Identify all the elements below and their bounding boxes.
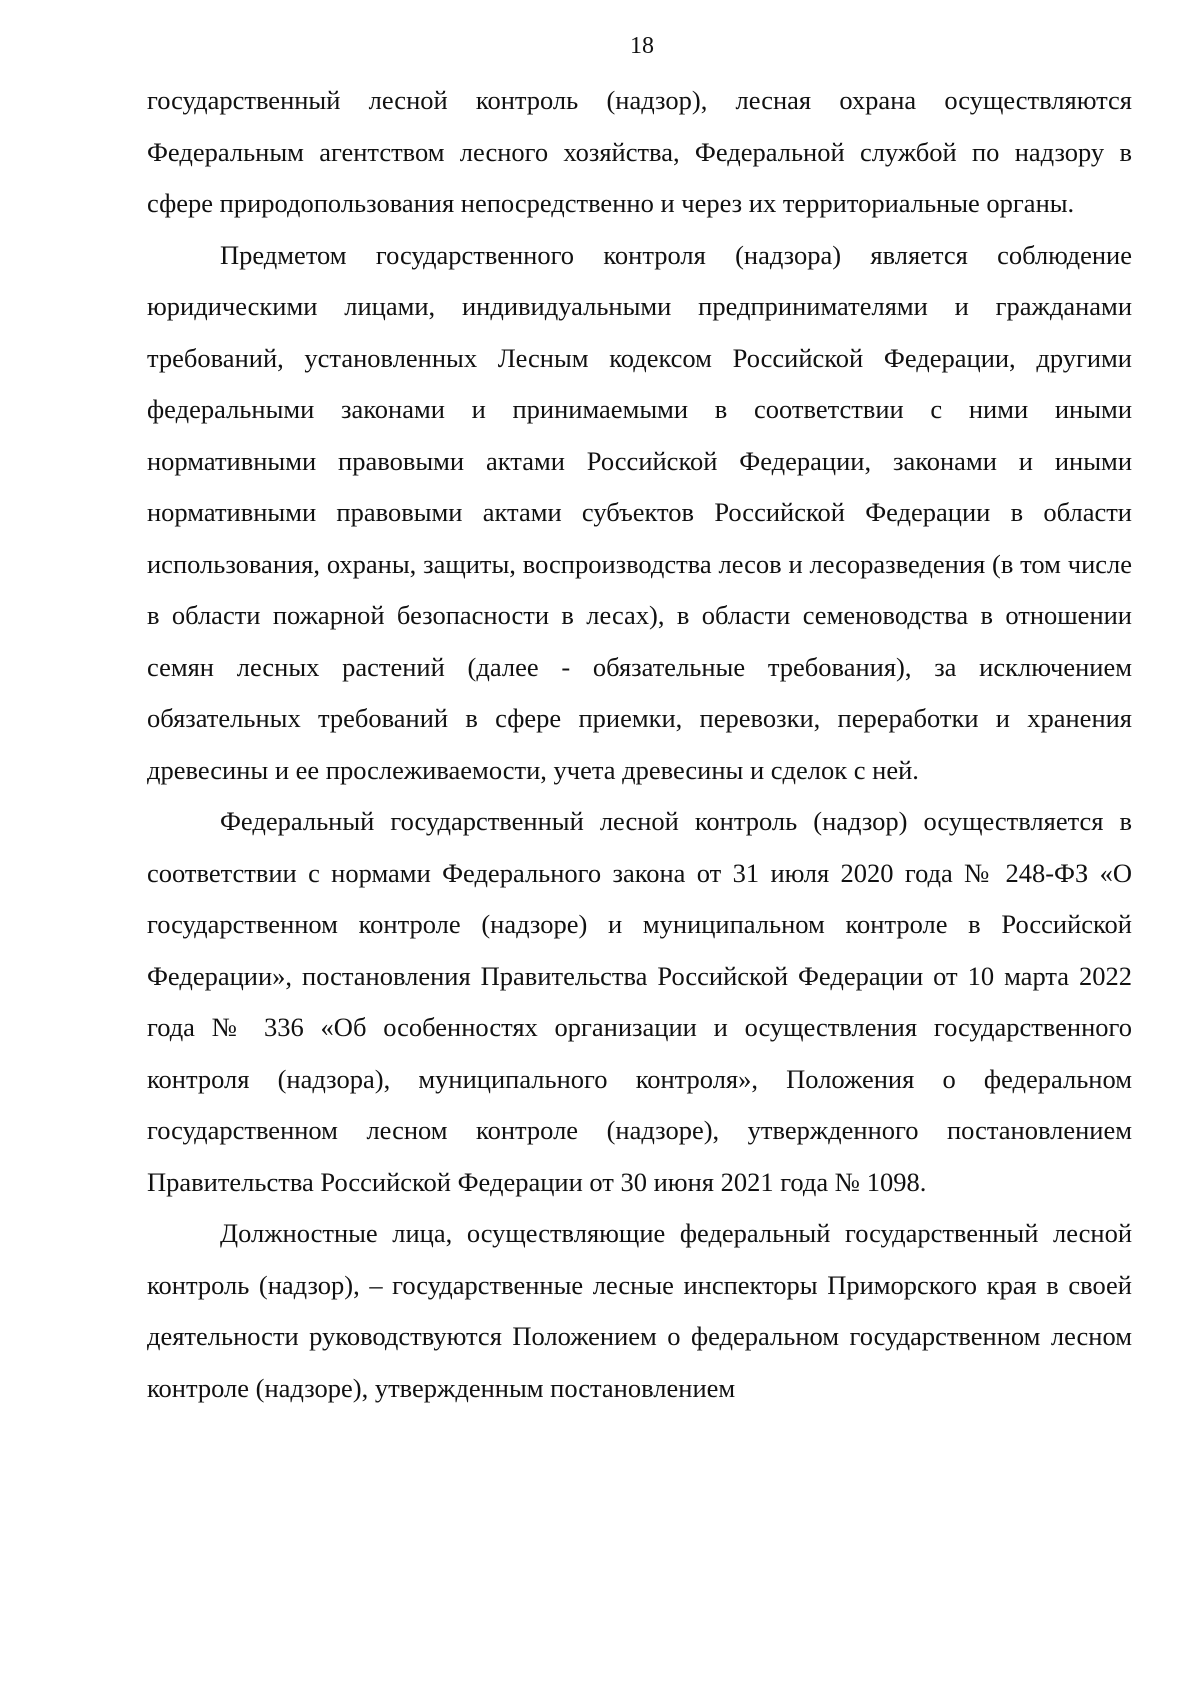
paragraph-4: Должностные лица, осуществляющие федеральный государственный лесной контроль (надзор), – государственные лесные инспекторы Приморского края в своей деятельности руководствуются Положением о федеральном государственном лесном контроле (надзоре), утвержденным постановлением <box>147 1218 1132 1403</box>
paragraph-2: Предметом государственного контроля (надзора) является соблюдение юридическими лицами, индивидуальными предпринимателями и гражданами требований, установленных Лесным кодексом Российской Федерации, другими федеральными законами и принимаемыми в соответствии с ними иными нормативными правовыми актами Российской Федерации, законами и иными нормативными правовыми актами субъектов Российской Федерации в области использования, охраны, защиты, воспроизводства лесов и лесоразведения (в том числе в области пожарной безопасности в лесах), в области семеноводства в отношении семян лесных растений (далее - обязательные требования), за исключением обязательных требований в сфере приемки, перевозки, переработки и хранения древесины и ее прослеживаемости, учета древесины и сделок с ней. <box>147 239 1132 785</box>
document-body <box>147 75 1132 1414</box>
page-number: 18 <box>630 33 654 59</box>
paragraph-1: государственный лесной контроль (надзор), лесная охрана осуществляются Федеральным агентством лесного хозяйства, Федеральной службой по надзору в сфере природопользования непосредственно и через их территориальные органы. <box>147 85 1132 218</box>
paragraph-3: Федеральный государственный лесной контроль (надзор) осуществляется в соответствии с нормами Федерального закона от 31 июля 2020 года № 248-ФЗ «О государственном контроле (надзоре) и муниципальном контроле в Российской Федерации», постановления Правительства Российской Федерации от 10 марта 2022 года № 336 «Об особенностях организации и осуществления государственного контроля (надзора), муниципального контроля», Положения о федеральном государственном лесном контроле (надзоре), утвержденного постановлением Правительства Российской Федерации от 30 июня 2021 года № 1098. <box>147 806 1132 1197</box>
